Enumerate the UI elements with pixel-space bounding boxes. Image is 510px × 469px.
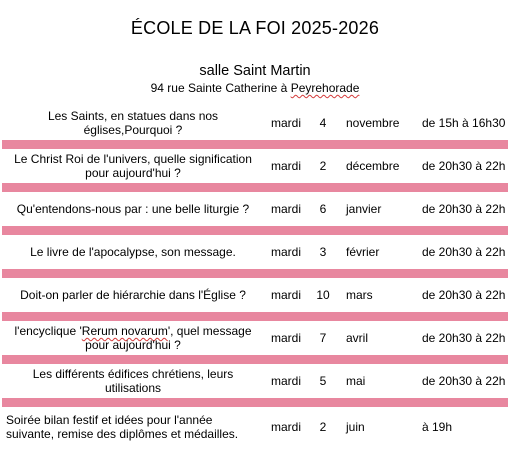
session-day: mardi — [270, 374, 301, 388]
session-row — [2, 321, 508, 355]
session-time: de 15h à 16h30 — [422, 116, 506, 130]
session-row — [2, 278, 508, 312]
session-row — [2, 407, 508, 447]
row-separator — [2, 140, 508, 149]
session-time: de 20h30 à 22h — [422, 331, 506, 345]
venue-address — [0, 81, 510, 95]
session-day: mardi — [270, 202, 301, 216]
session-month: janvier — [346, 202, 382, 216]
subject-text: l'encyclique ' — [14, 324, 82, 338]
session-time: de 20h30 à 22h — [422, 202, 506, 216]
session-row — [2, 192, 508, 226]
session-date: 5 — [319, 374, 327, 388]
document-title: ÉCOLE DE LA FOI 2025-2026 — [130, 18, 380, 38]
subject-text: ', quel message pour aujourd'hui ? — [85, 324, 252, 352]
row-separator — [2, 355, 508, 364]
session-month: mars — [346, 288, 373, 302]
session-date: 2 — [319, 159, 327, 173]
session-subject: Doit-on parler de hiérarchie dans l'Église ? — [20, 288, 246, 302]
session-date: 2 — [319, 420, 327, 434]
session-row — [2, 235, 508, 269]
row-separator — [2, 312, 508, 321]
row-separator — [2, 269, 508, 278]
session-row — [2, 149, 508, 183]
address-street: 94 rue Sainte Catherine à — [150, 81, 291, 95]
session-time: de 20h30 à 22h — [422, 159, 506, 173]
session-month: avril — [346, 331, 369, 345]
session-subject: Les différents édifices chrétiens, leurs utilisations — [32, 367, 234, 395]
session-time: à 19h — [422, 420, 453, 434]
session-time: de 20h30 à 22h — [422, 374, 506, 388]
session-row — [2, 364, 508, 398]
session-day: mardi — [270, 331, 301, 345]
session-month: mai — [346, 374, 366, 388]
session-day: mardi — [270, 420, 301, 434]
session-time: de 20h30 à 22h — [422, 245, 506, 259]
session-subject — [2, 321, 264, 355]
session-subject: Le Christ Roi de l'univers, quelle signification pour aujourd'hui ? — [14, 152, 252, 180]
session-month: décembre — [346, 159, 400, 173]
session-subject: Qu'entendons-nous par : une belle liturgie ? — [16, 202, 250, 216]
session-time: de 20h30 à 22h — [422, 288, 506, 302]
session-subject: Soirée bilan festif et idées pour l'année suivante, remise des diplômes et médailles. — [6, 413, 239, 441]
row-separator — [2, 398, 508, 407]
row-separator — [2, 226, 508, 235]
schedule-table — [2, 106, 508, 447]
address-town: Peyrehorade — [290, 81, 360, 95]
session-date: 3 — [319, 245, 327, 259]
venue-name: salle Saint Martin — [199, 63, 311, 79]
session-day: mardi — [270, 116, 301, 130]
session-month: juin — [346, 420, 365, 434]
session-date: 10 — [316, 288, 330, 302]
session-day: mardi — [270, 288, 301, 302]
session-month: février — [346, 245, 380, 259]
session-subject: Les Saints, en statues dans nos églises,Pourquoi ? — [47, 109, 219, 137]
encyclical-title: Rerum novarum — [81, 324, 168, 338]
row-separator — [2, 183, 508, 192]
session-subject: Le livre de l'apocalypse, son message. — [30, 245, 236, 259]
session-date: 4 — [319, 116, 327, 130]
session-day: mardi — [270, 159, 301, 173]
session-date: 7 — [319, 331, 327, 345]
session-row — [2, 106, 508, 140]
session-date: 6 — [319, 202, 327, 216]
session-day: mardi — [270, 245, 301, 259]
session-month: novembre — [346, 116, 400, 130]
